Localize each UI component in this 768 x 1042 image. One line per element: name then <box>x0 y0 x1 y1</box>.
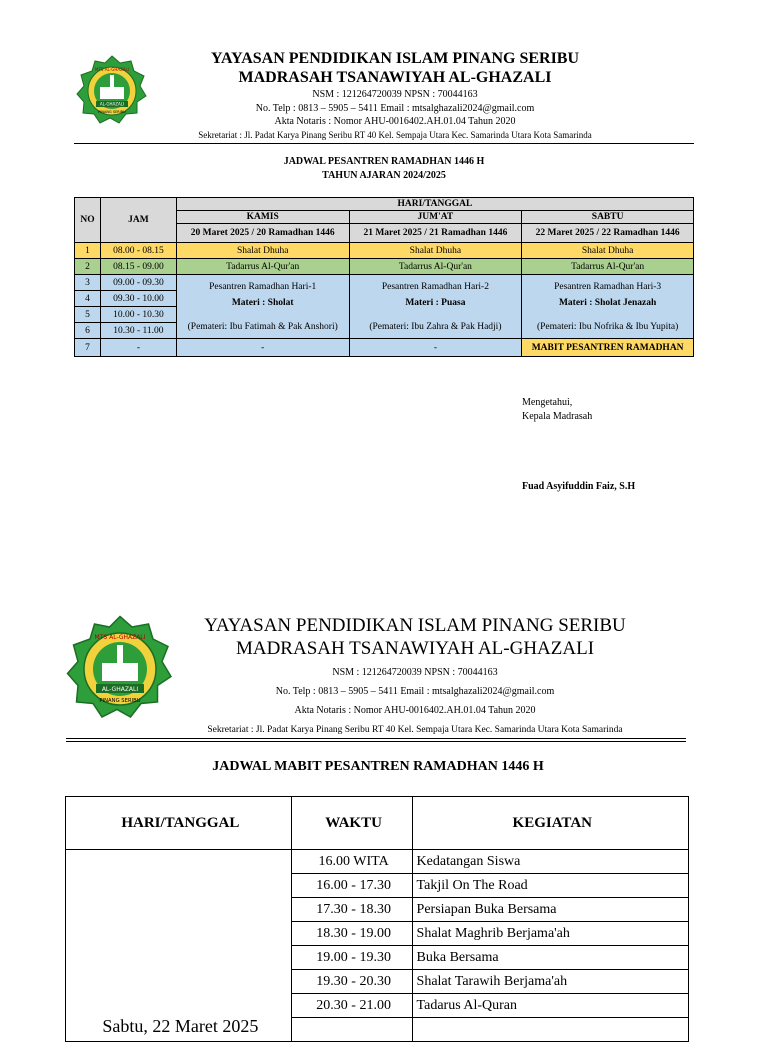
row-no: 6 <box>75 323 101 339</box>
address-line: Sekretariat : Jl. Padat Karya Pinang Seribu RT 40 Kel. Sempaja Utara Kec. Samarinda Utara Kota Samarinda <box>207 725 623 735</box>
kegiatan-cell: Shalat Tarawih Berjama'ah <box>412 970 688 994</box>
signature-role: Kepala Madrasah <box>522 411 593 422</box>
header-divider <box>66 741 686 742</box>
logo-bottom-text: PINANG SERIBU <box>99 698 141 704</box>
session-cell <box>522 275 694 339</box>
session-materi: Materi : Puasa <box>405 297 466 308</box>
row-no: 7 <box>75 339 101 357</box>
waktu-cell: 20.30 - 21.00 <box>291 994 412 1018</box>
hari-tanggal-header: HARI/TANGGAL <box>66 797 292 850</box>
schedule-subtitle: TAHUN AJARAN 2024/2025 <box>322 170 446 181</box>
address-line: Sekretariat : Jl. Padat Karya Pinang Seribu RT 40 Kel. Sempaja Utara Kec. Samarinda Utara Kota Samarinda <box>198 130 592 140</box>
table-row <box>75 243 694 259</box>
school-name: MADRASAH TSANAWIYAH AL-GHAZALI <box>235 638 595 659</box>
date-header: 21 Maret 2025 / 21 Ramadhan 1446 <box>349 224 522 243</box>
mengetahui-text: Mengetahui, <box>522 397 573 408</box>
header-divider <box>66 738 686 739</box>
contact-line: No. Telp : 0813 – 5905 – 5411 Email : mtsalghazali2024@gmail.com <box>255 103 535 114</box>
hari-tanggal-header: HARI/TANGGAL <box>176 198 693 211</box>
row-jam: 08.15 - 09.00 <box>100 259 176 275</box>
logo-top-text: MTS AL-GHAZALI <box>94 634 146 641</box>
row-jam: - <box>100 339 176 357</box>
jam-header: JAM <box>100 198 176 243</box>
kegiatan-cell: Takjil On The Road <box>412 874 688 898</box>
notaris-line: Akta Notaris : Nomor AHU-0016402.AH.01.04 Tahun 2020 <box>274 116 516 127</box>
activity-cell: Shalat Dhuha <box>522 243 694 259</box>
table-row <box>75 339 694 357</box>
table-row <box>66 850 689 874</box>
header-divider <box>74 143 694 144</box>
contact-line: No. Telp : 0813 – 5905 – 5411 Email : mtsalghazali2024@gmail.com <box>275 686 555 697</box>
date-header: 20 Maret 2025 / 20 Ramadhan 1446 <box>176 224 349 243</box>
row-no: 1 <box>75 243 101 259</box>
waktu-cell <box>291 1018 412 1042</box>
row-jam: 08.00 - 08.15 <box>100 243 176 259</box>
notaris-line: Akta Notaris : Nomor AHU-0016402.AH.01.04 Tahun 2020 <box>294 705 536 716</box>
school-name: MADRASAH TSANAWIYAH AL-GHAZALI <box>238 69 552 86</box>
session-pemateri: (Pemateri: Ibu Zahra & Pak Hadji) <box>369 321 502 332</box>
waktu-cell: 17.30 - 18.30 <box>291 898 412 922</box>
day-cell: Sabtu, 22 Maret 2025 <box>66 850 292 1042</box>
waktu-cell: 19.00 - 19.30 <box>291 946 412 970</box>
table-row <box>75 259 694 275</box>
no-header: NO <box>75 198 101 243</box>
mabit-schedule-table <box>65 796 689 1042</box>
date-header: 22 Maret 2025 / 22 Ramadhan 1446 <box>522 224 694 243</box>
waktu-cell: 16.00 - 17.30 <box>291 874 412 898</box>
kegiatan-cell: Tadarus Al-Quran <box>412 994 688 1018</box>
row-no: 3 <box>75 275 101 291</box>
kegiatan-cell <box>412 1018 688 1042</box>
foundation-name: YAYASAN PENDIDIKAN ISLAM PINANG SERIBU <box>210 50 580 67</box>
kegiatan-cell: Shalat Maghrib Berjama'ah <box>412 922 688 946</box>
session-title: Pesantren Ramadhan Hari-2 <box>381 281 489 292</box>
session-title: Pesantren Ramadhan Hari-1 <box>209 281 317 292</box>
kegiatan-cell: Persiapan Buka Bersama <box>412 898 688 922</box>
session-cell <box>349 275 522 339</box>
row-no: 2 <box>75 259 101 275</box>
session-cell <box>176 275 349 339</box>
activity-cell: - <box>176 339 349 357</box>
activity-cell: Shalat Dhuha <box>349 243 522 259</box>
foundation-name: YAYASAN PENDIDIKAN ISLAM PINANG SERIBU <box>204 615 626 636</box>
activity-cell: Tadarrus Al-Qur'an <box>522 259 694 275</box>
logo-bottom-text: PINANG SERIBU <box>98 110 126 114</box>
kegiatan-cell: Kedatangan Siswa <box>412 850 688 874</box>
row-jam: 10.00 - 10.30 <box>100 307 176 323</box>
row-jam: 09.00 - 09.30 <box>100 275 176 291</box>
row-no: 5 <box>75 307 101 323</box>
day-header: SABTU <box>522 211 694 224</box>
row-jam: 09.30 - 10.00 <box>100 291 176 307</box>
day-header: JUM'AT <box>349 211 522 224</box>
session-materi: Materi : Sholat Jenazah <box>558 297 657 308</box>
waktu-header: WAKTU <box>291 797 412 850</box>
activity-cell: - <box>349 339 522 357</box>
session-pemateri: (Pemateri: Ibu Nofrika & Ibu Yupita) <box>536 321 679 332</box>
logo-ribbon-text: AL-GHAZALI <box>99 101 125 107</box>
signature-name: Fuad Asyifuddin Faiz, S.H <box>522 481 636 492</box>
session-materi: Materi : Sholat <box>231 297 294 308</box>
activity-cell: Tadarrus Al-Qur'an <box>349 259 522 275</box>
row-no: 4 <box>75 291 101 307</box>
day-header: KAMIS <box>176 211 349 224</box>
nsm-npsn: NSM : 121264720039 NPSN : 70044163 <box>332 667 498 678</box>
table-row <box>75 275 694 291</box>
logo-top-text: MTS AL-GHAZALI <box>95 67 129 72</box>
session-pemateri: (Pemateri: Ibu Fatimah & Pak Anshori) <box>187 321 338 332</box>
madrasah-logo <box>76 55 148 127</box>
session-title: Pesantren Ramadhan Hari-3 <box>554 281 662 292</box>
kegiatan-cell: Buka Bersama <box>412 946 688 970</box>
madrasah-logo <box>66 615 174 723</box>
kegiatan-header: KEGIATAN <box>412 797 688 850</box>
logo-ribbon-text: AL-GHAZALI <box>101 685 139 693</box>
schedule-title: JADWAL PESANTREN RAMADHAN 1446 H <box>283 156 485 167</box>
waktu-cell: 18.30 - 19.00 <box>291 922 412 946</box>
ramadhan-schedule-table <box>74 197 694 357</box>
waktu-cell: 16.00 WITA <box>291 850 412 874</box>
activity-cell: Tadarrus Al-Qur'an <box>176 259 349 275</box>
waktu-cell: 19.30 - 20.30 <box>291 970 412 994</box>
mabit-cell: MABIT PESANTREN RAMADHAN <box>522 339 694 357</box>
mabit-title: JADWAL MABIT PESANTREN RAMADHAN 1446 H <box>212 759 544 774</box>
row-jam: 10.30 - 11.00 <box>100 323 176 339</box>
activity-cell: Shalat Dhuha <box>176 243 349 259</box>
nsm-npsn: NSM : 121264720039 NPSN : 70044163 <box>312 89 478 100</box>
